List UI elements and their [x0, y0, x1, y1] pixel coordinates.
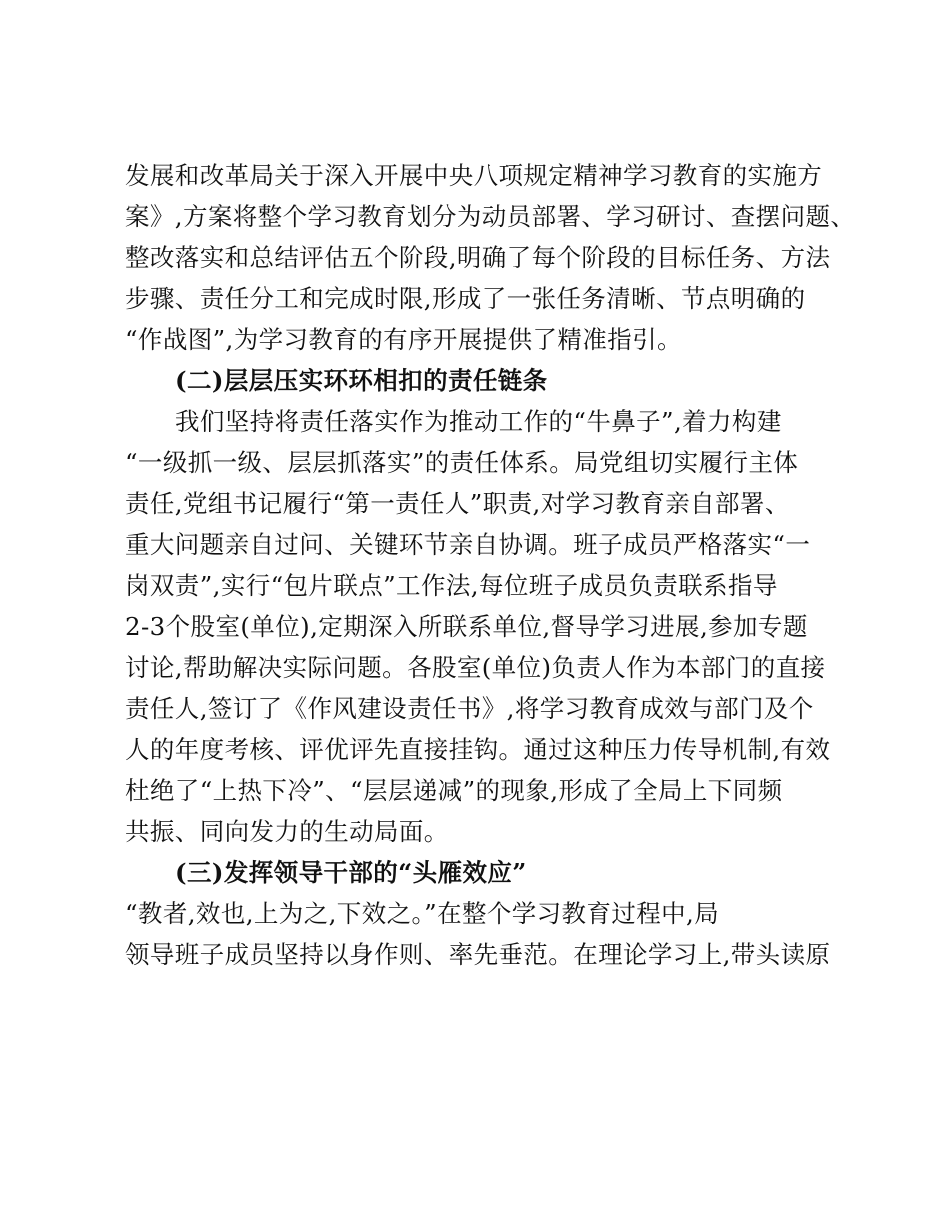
paragraph-line: “作战图”,为学习教育的有序开展提供了精准指引。 — [125, 325, 682, 354]
paragraph-line: 人的年度考核、评优评先直接挂钩。通过这种压力传导机制,有效 — [125, 735, 831, 764]
paragraph-line: 责任人,签订了《作风建设责任书》,将学习教育成效与部门及个 — [125, 694, 814, 723]
paragraph-line: 2-3个股室(单位),定期深入所联系单位,督导学习进展,参加专题 — [125, 612, 808, 641]
paragraph-line: 重大问题亲自过问、关键环节亲自协调。班子成员严格落实“一 — [125, 530, 811, 559]
paragraph-line: 整改落实和总结评估五个阶段,明确了每个阶段的目标任务、方法 — [125, 243, 831, 272]
paragraph-line: 共振、同向发力的生动局面。 — [125, 817, 449, 846]
section-heading: (二)层层压实环环相扣的责任链条 — [175, 366, 548, 395]
paragraph-line: 我们坚持将责任落实作为推动工作的“牛鼻子”,着力构建 — [175, 407, 782, 436]
section-heading: (三)发挥领导干部的“头雁效应” — [175, 858, 527, 887]
paragraph-line: 杜绝了“上热下冷”、“层层递减”的现象,形成了全局上下同频 — [125, 776, 783, 805]
paragraph-line: 发展和改革局关于深入开展中央八项规定精神学习教育的实施方 — [125, 161, 823, 190]
paragraph-line: 步骤、责任分工和完成时限,形成了一张任务清晰、节点明确的 — [125, 284, 806, 313]
paragraph-line: 领导班子成员坚持以身作则、率先垂范。在理论学习上,带头读原 — [125, 940, 831, 969]
paragraph-line: 责任,党组书记履行“第一责任人”职责,对学习教育亲自部署、 — [125, 489, 790, 518]
paragraph-line: 讨论,帮助解决实际问题。各股室(单位)负责人作为本部门的直接 — [125, 653, 826, 682]
paragraph-line: 案》,方案将整个学习教育划分为动员部署、学习研讨、查摆问题、 — [125, 202, 856, 231]
paragraph-line: 岗双责”,实行“包片联点”工作法,每位班子成员负责联系指导 — [125, 571, 778, 600]
paragraph-line: “一级抓一级、层层抓落实”的责任体系。局党组切实履行主体 — [125, 448, 799, 477]
paragraph-line: “教者,效也,上为之,下效之。”在整个学习教育过程中,局 — [125, 899, 720, 928]
